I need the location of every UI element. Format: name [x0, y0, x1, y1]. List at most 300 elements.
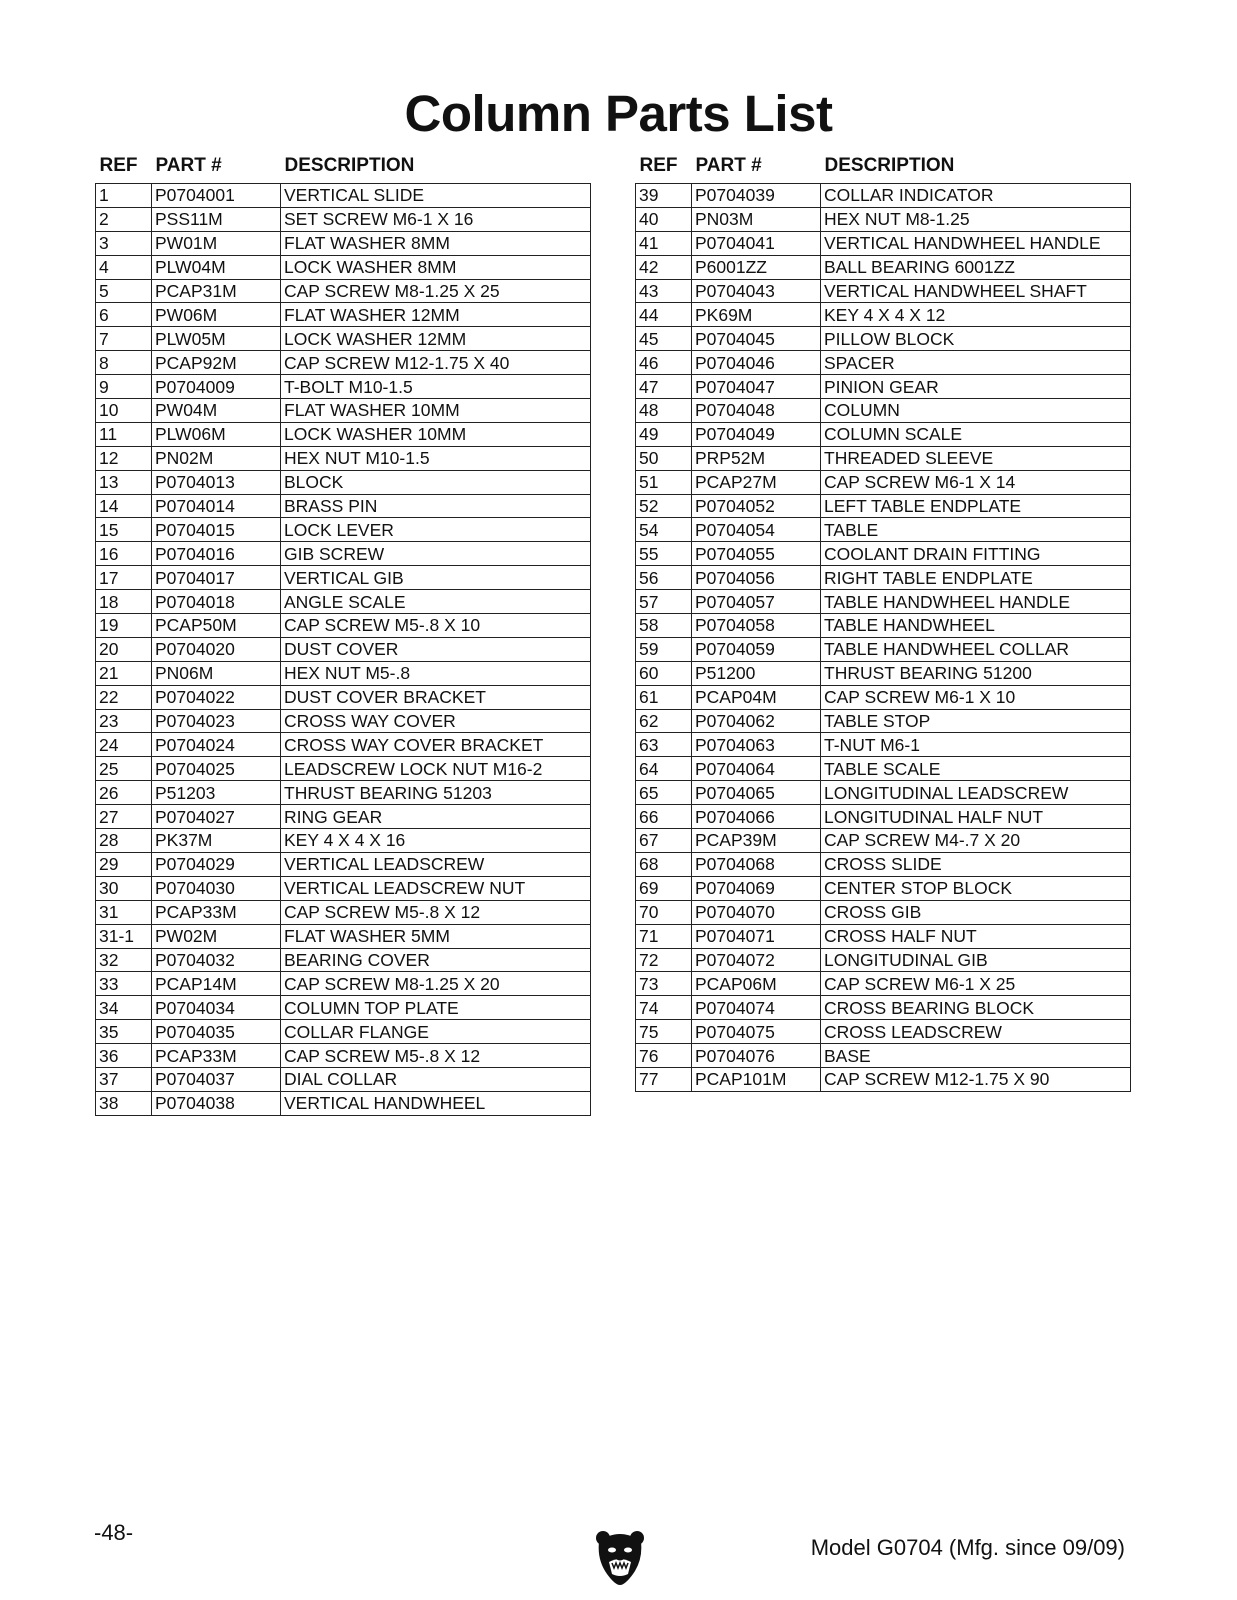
part-number-cell: P0704052 — [692, 494, 821, 518]
part-number-cell: PCAP33M — [152, 1044, 281, 1068]
ref-cell: 10 — [96, 399, 152, 423]
part-number-cell: P0704023 — [152, 709, 281, 733]
table-row — [96, 470, 591, 494]
description-cell: SET SCREW M6-1 X 16 — [281, 207, 591, 231]
ref-cell: 71 — [636, 924, 692, 948]
part-number-cell: P0704020 — [152, 637, 281, 661]
part-number-cell: P0704025 — [152, 757, 281, 781]
table-row — [636, 996, 1131, 1020]
description-cell: CAP SCREW M5-.8 X 12 — [281, 1044, 591, 1068]
part-number-cell: P0704024 — [152, 733, 281, 757]
ref-cell: 15 — [96, 518, 152, 542]
description-cell: VERTICAL HANDWHEEL SHAFT — [821, 279, 1131, 303]
ref-cell: 57 — [636, 590, 692, 614]
table-row — [96, 781, 591, 805]
part-number-cell: P0704068 — [692, 852, 821, 876]
parts-table-right — [635, 150, 1131, 1092]
description-cell: CROSS WAY COVER — [281, 709, 591, 733]
ref-cell: 3 — [96, 231, 152, 255]
table-row — [96, 1020, 591, 1044]
table-row — [636, 303, 1131, 327]
part-number-cell: PK37M — [152, 829, 281, 853]
ref-cell: 58 — [636, 614, 692, 638]
table-row — [96, 876, 591, 900]
table-row — [636, 972, 1131, 996]
part-number-cell: PCAP33M — [152, 900, 281, 924]
ref-cell: 47 — [636, 375, 692, 399]
ref-cell: 77 — [636, 1067, 692, 1091]
part-number-cell: P0704055 — [692, 542, 821, 566]
description-cell: KEY 4 X 4 X 16 — [281, 829, 591, 853]
ref-cell: 24 — [96, 733, 152, 757]
description-cell: TABLE HANDWHEEL — [821, 614, 1131, 638]
description-cell: COLUMN TOP PLATE — [281, 996, 591, 1020]
ref-cell: 49 — [636, 422, 692, 446]
table-row — [96, 375, 591, 399]
ref-cell: 23 — [96, 709, 152, 733]
ref-cell: 26 — [96, 781, 152, 805]
part-number-cell: P0704063 — [692, 733, 821, 757]
part-number-cell: P0704016 — [152, 542, 281, 566]
description-cell: CAP SCREW M8-1.25 X 25 — [281, 279, 591, 303]
ref-cell: 5 — [96, 279, 152, 303]
table-row — [636, 876, 1131, 900]
part-number-cell: P0704048 — [692, 399, 821, 423]
description-cell: THRUST BEARING 51200 — [821, 661, 1131, 685]
part-number-cell: PN03M — [692, 207, 821, 231]
description-cell: CAP SCREW M12-1.75 X 90 — [821, 1067, 1131, 1091]
table-row — [96, 637, 591, 661]
description-cell: FLAT WASHER 12MM — [281, 303, 591, 327]
description-cell: FLAT WASHER 10MM — [281, 399, 591, 423]
description-cell: CROSS HALF NUT — [821, 924, 1131, 948]
table-row — [96, 542, 591, 566]
ref-cell: 38 — [96, 1091, 152, 1115]
table-row — [636, 1044, 1131, 1068]
part-number-cell: PW04M — [152, 399, 281, 423]
part-number-cell: PW02M — [152, 924, 281, 948]
description-cell: PINION GEAR — [821, 375, 1131, 399]
table-row — [636, 518, 1131, 542]
part-number-cell: P0704065 — [692, 781, 821, 805]
part-number-cell: P0704009 — [152, 375, 281, 399]
ref-cell: 6 — [96, 303, 152, 327]
ref-cell: 41 — [636, 231, 692, 255]
part-number-cell: PCAP31M — [152, 279, 281, 303]
ref-cell: 34 — [96, 996, 152, 1020]
ref-cell: 50 — [636, 446, 692, 470]
ref-cell: 43 — [636, 279, 692, 303]
table-row — [96, 757, 591, 781]
description-cell: TABLE HANDWHEEL HANDLE — [821, 590, 1131, 614]
part-number-cell: P51200 — [692, 661, 821, 685]
table-row — [96, 327, 591, 351]
ref-cell: 8 — [96, 351, 152, 375]
table-row — [636, 351, 1131, 375]
ref-cell: 32 — [96, 948, 152, 972]
description-column-header: DESCRIPTION — [824, 154, 955, 176]
table-row — [636, 184, 1131, 208]
ref-cell: 62 — [636, 709, 692, 733]
table-row — [96, 184, 591, 208]
ref-column-header: REF — [99, 154, 138, 176]
ref-cell: 11 — [96, 422, 152, 446]
table-row — [636, 852, 1131, 876]
part-number-cell: PCAP50M — [152, 614, 281, 638]
description-cell: THRUST BEARING 51203 — [281, 781, 591, 805]
part-number-cell: P0704071 — [692, 924, 821, 948]
part-number-cell: PLW04M — [152, 255, 281, 279]
table-row — [96, 805, 591, 829]
page-title: Column Parts List — [404, 85, 833, 142]
description-cell: HEX NUT M5-.8 — [281, 661, 591, 685]
part-number-cell: P0704027 — [152, 805, 281, 829]
description-cell: CAP SCREW M6-1 X 25 — [821, 972, 1131, 996]
table-row — [636, 255, 1131, 279]
table-row — [96, 494, 591, 518]
description-cell: VERTICAL LEADSCREW — [281, 852, 591, 876]
description-cell: LOCK WASHER 10MM — [281, 422, 591, 446]
table-row — [96, 1067, 591, 1091]
part-number-cell: P0704034 — [152, 996, 281, 1020]
part-number-cell: P0704064 — [692, 757, 821, 781]
ref-cell: 70 — [636, 900, 692, 924]
ref-cell: 48 — [636, 399, 692, 423]
part-number-cell: PW06M — [152, 303, 281, 327]
table-row — [96, 422, 591, 446]
part-number-cell: P0704017 — [152, 566, 281, 590]
description-cell: HEX NUT M8-1.25 — [821, 207, 1131, 231]
part-number-cell: P0704037 — [152, 1067, 281, 1091]
ref-cell: 22 — [96, 685, 152, 709]
part-number-cell: P51203 — [152, 781, 281, 805]
ref-cell: 1 — [96, 184, 152, 208]
table-row — [96, 1044, 591, 1068]
table-row — [96, 207, 591, 231]
description-column-header: DESCRIPTION — [284, 154, 415, 176]
table-row — [636, 566, 1131, 590]
part-number-cell: P0704018 — [152, 590, 281, 614]
description-cell: PILLOW BLOCK — [821, 327, 1131, 351]
description-cell: LOCK LEVER — [281, 518, 591, 542]
part-number-cell: P0704035 — [152, 1020, 281, 1044]
ref-cell: 68 — [636, 852, 692, 876]
part-number-cell: P0704032 — [152, 948, 281, 972]
table-row — [636, 327, 1131, 351]
ref-cell: 17 — [96, 566, 152, 590]
ref-cell: 39 — [636, 184, 692, 208]
table-row — [96, 518, 591, 542]
ref-cell: 4 — [96, 255, 152, 279]
table-row — [96, 948, 591, 972]
description-cell: LONGITUDINAL LEADSCREW — [821, 781, 1131, 805]
description-cell: CROSS WAY COVER BRACKET — [281, 733, 591, 757]
part-number-cell: P0704001 — [152, 184, 281, 208]
description-cell: VERTICAL SLIDE — [281, 184, 591, 208]
description-cell: VERTICAL HANDWHEEL HANDLE — [821, 231, 1131, 255]
table-row — [96, 900, 591, 924]
description-cell: DIAL COLLAR — [281, 1067, 591, 1091]
part-number-cell: P0704030 — [152, 876, 281, 900]
ref-cell: 60 — [636, 661, 692, 685]
description-cell: LOCK WASHER 8MM — [281, 255, 591, 279]
table-row — [96, 709, 591, 733]
table-row — [96, 972, 591, 996]
part-number-cell: PCAP14M — [152, 972, 281, 996]
ref-cell: 52 — [636, 494, 692, 518]
description-cell: RING GEAR — [281, 805, 591, 829]
table-row — [96, 399, 591, 423]
description-cell: TABLE — [821, 518, 1131, 542]
description-cell: CAP SCREW M5-.8 X 12 — [281, 900, 591, 924]
part-number-cell: P0704056 — [692, 566, 821, 590]
ref-cell: 61 — [636, 685, 692, 709]
parts-table-left — [95, 150, 591, 1116]
part-number-cell: P0704076 — [692, 1044, 821, 1068]
table-row — [96, 852, 591, 876]
ref-cell: 14 — [96, 494, 152, 518]
part-number-cell: P0704070 — [692, 900, 821, 924]
description-cell: COLLAR INDICATOR — [821, 184, 1131, 208]
description-cell: CAP SCREW M4-.7 X 20 — [821, 829, 1131, 853]
table-row — [636, 446, 1131, 470]
ref-cell: 40 — [636, 207, 692, 231]
part-number-cell: PLW05M — [152, 327, 281, 351]
ref-cell: 19 — [96, 614, 152, 638]
table-row — [96, 590, 591, 614]
table-row — [96, 733, 591, 757]
description-cell: T-NUT M6-1 — [821, 733, 1131, 757]
ref-cell: 12 — [96, 446, 152, 470]
part-number-cell: P0704069 — [692, 876, 821, 900]
part-number-cell: P0704047 — [692, 375, 821, 399]
ref-cell: 72 — [636, 948, 692, 972]
part-number-column-header: PART # — [695, 154, 762, 176]
table-row — [96, 303, 591, 327]
table-row — [636, 685, 1131, 709]
model-footer-text: Model G0704 (Mfg. since 09/09) — [810, 1535, 1125, 1560]
ref-cell: 42 — [636, 255, 692, 279]
bear-head-logo-icon — [595, 1530, 645, 1586]
table-row — [96, 685, 591, 709]
ref-cell: 65 — [636, 781, 692, 805]
table-row — [96, 566, 591, 590]
description-cell: VERTICAL LEADSCREW NUT — [281, 876, 591, 900]
description-cell: CROSS SLIDE — [821, 852, 1131, 876]
ref-cell: 31-1 — [96, 924, 152, 948]
table-header-row — [636, 150, 1131, 184]
ref-cell: 66 — [636, 805, 692, 829]
ref-cell: 31 — [96, 900, 152, 924]
ref-cell: 59 — [636, 637, 692, 661]
table-row — [636, 1020, 1131, 1044]
table-row — [96, 231, 591, 255]
table-row — [636, 661, 1131, 685]
description-cell: CAP SCREW M5-.8 X 10 — [281, 614, 591, 638]
description-cell: DUST COVER — [281, 637, 591, 661]
part-number-cell: PCAP101M — [692, 1067, 821, 1091]
description-cell: BASE — [821, 1044, 1131, 1068]
description-cell: BALL BEARING 6001ZZ — [821, 255, 1131, 279]
table-row — [636, 1067, 1131, 1091]
part-number-cell: P0704029 — [152, 852, 281, 876]
table-row — [636, 805, 1131, 829]
ref-cell: 2 — [96, 207, 152, 231]
part-number-cell: PCAP06M — [692, 972, 821, 996]
part-number-cell: PCAP92M — [152, 351, 281, 375]
part-number-cell: P0704072 — [692, 948, 821, 972]
part-number-cell: P0704074 — [692, 996, 821, 1020]
ref-cell: 16 — [96, 542, 152, 566]
ref-cell: 46 — [636, 351, 692, 375]
ref-cell: 74 — [636, 996, 692, 1020]
ref-cell: 35 — [96, 1020, 152, 1044]
table-row — [96, 661, 591, 685]
part-number-cell: P0704066 — [692, 805, 821, 829]
ref-column-header: REF — [639, 154, 678, 176]
part-number-cell: PSS11M — [152, 207, 281, 231]
description-cell: LEFT TABLE ENDPLATE — [821, 494, 1131, 518]
part-number-cell: P0704014 — [152, 494, 281, 518]
part-number-cell: PCAP27M — [692, 470, 821, 494]
table-row — [636, 542, 1131, 566]
part-number-cell: P0704039 — [692, 184, 821, 208]
part-number-cell: PRP52M — [692, 446, 821, 470]
description-cell: KEY 4 X 4 X 12 — [821, 303, 1131, 327]
ref-cell: 25 — [96, 757, 152, 781]
description-cell: LONGITUDINAL GIB — [821, 948, 1131, 972]
table-row — [636, 900, 1131, 924]
table-row — [636, 781, 1131, 805]
ref-cell: 63 — [636, 733, 692, 757]
description-cell: THREADED SLEEVE — [821, 446, 1131, 470]
table-row — [636, 757, 1131, 781]
table-row — [636, 470, 1131, 494]
ref-cell: 9 — [96, 375, 152, 399]
description-cell: SPACER — [821, 351, 1131, 375]
description-cell: RIGHT TABLE ENDPLATE — [821, 566, 1131, 590]
description-cell: ANGLE SCALE — [281, 590, 591, 614]
part-number-cell: P0704049 — [692, 422, 821, 446]
table-row — [636, 422, 1131, 446]
description-cell: LEADSCREW LOCK NUT M16-2 — [281, 757, 591, 781]
part-number-cell: PW01M — [152, 231, 281, 255]
ref-cell: 67 — [636, 829, 692, 853]
table-row — [636, 494, 1131, 518]
table-row — [96, 255, 591, 279]
part-number-cell: PCAP04M — [692, 685, 821, 709]
ref-cell: 13 — [96, 470, 152, 494]
description-cell: CAP SCREW M8-1.25 X 20 — [281, 972, 591, 996]
ref-cell: 7 — [96, 327, 152, 351]
description-cell: FLAT WASHER 5MM — [281, 924, 591, 948]
part-number-cell: P0704041 — [692, 231, 821, 255]
description-cell: COLUMN — [821, 399, 1131, 423]
table-row — [96, 279, 591, 303]
part-number-cell: P0704038 — [152, 1091, 281, 1115]
ref-cell: 51 — [636, 470, 692, 494]
description-cell: HEX NUT M10-1.5 — [281, 446, 591, 470]
part-number-cell: PN02M — [152, 446, 281, 470]
table-row — [636, 590, 1131, 614]
description-cell: CENTER STOP BLOCK — [821, 876, 1131, 900]
table-row — [96, 829, 591, 853]
parts-table-left-body — [96, 184, 591, 1116]
ref-cell: 76 — [636, 1044, 692, 1068]
description-cell: BEARING COVER — [281, 948, 591, 972]
table-row — [636, 375, 1131, 399]
description-cell: BRASS PIN — [281, 494, 591, 518]
description-cell: LOCK WASHER 12MM — [281, 327, 591, 351]
page-number: -48- — [94, 1520, 134, 1545]
ref-cell: 33 — [96, 972, 152, 996]
part-number-cell: P0704075 — [692, 1020, 821, 1044]
ref-cell: 56 — [636, 566, 692, 590]
part-number-cell: P0704046 — [692, 351, 821, 375]
description-cell: DUST COVER BRACKET — [281, 685, 591, 709]
description-cell: FLAT WASHER 8MM — [281, 231, 591, 255]
part-number-cell: P0704045 — [692, 327, 821, 351]
ref-cell: 21 — [96, 661, 152, 685]
part-number-cell: P0704013 — [152, 470, 281, 494]
table-row — [636, 614, 1131, 638]
description-cell: VERTICAL HANDWHEEL — [281, 1091, 591, 1115]
table-row — [636, 829, 1131, 853]
description-cell: CAP SCREW M12-1.75 X 40 — [281, 351, 591, 375]
part-number-cell: PCAP39M — [692, 829, 821, 853]
ref-cell: 36 — [96, 1044, 152, 1068]
part-number-cell: PK69M — [692, 303, 821, 327]
description-cell: CROSS BEARING BLOCK — [821, 996, 1131, 1020]
part-number-cell: P0704022 — [152, 685, 281, 709]
ref-cell: 69 — [636, 876, 692, 900]
table-row — [636, 279, 1131, 303]
ref-cell: 37 — [96, 1067, 152, 1091]
table-row — [636, 399, 1131, 423]
description-cell: CROSS LEADSCREW — [821, 1020, 1131, 1044]
description-cell: T-BOLT M10-1.5 — [281, 375, 591, 399]
part-number-cell: P0704015 — [152, 518, 281, 542]
ref-cell: 55 — [636, 542, 692, 566]
ref-cell: 20 — [96, 637, 152, 661]
part-number-cell: P0704054 — [692, 518, 821, 542]
table-row — [636, 733, 1131, 757]
description-cell: CROSS GIB — [821, 900, 1131, 924]
part-number-cell: P0704059 — [692, 637, 821, 661]
table-row — [636, 948, 1131, 972]
part-number-cell: P6001ZZ — [692, 255, 821, 279]
ref-cell: 73 — [636, 972, 692, 996]
parts-table-right-body — [636, 184, 1131, 1092]
table-row — [96, 446, 591, 470]
description-cell: TABLE HANDWHEEL COLLAR — [821, 637, 1131, 661]
description-cell: TABLE STOP — [821, 709, 1131, 733]
ref-cell: 18 — [96, 590, 152, 614]
ref-cell: 28 — [96, 829, 152, 853]
part-number-column-header: PART # — [155, 154, 222, 176]
table-header-row — [96, 150, 591, 184]
ref-cell: 29 — [96, 852, 152, 876]
ref-cell: 27 — [96, 805, 152, 829]
table-row — [636, 207, 1131, 231]
part-number-cell: P0704043 — [692, 279, 821, 303]
ref-cell: 30 — [96, 876, 152, 900]
description-cell: GIB SCREW — [281, 542, 591, 566]
description-cell: BLOCK — [281, 470, 591, 494]
part-number-cell: PN06M — [152, 661, 281, 685]
description-cell: COLLAR FLANGE — [281, 1020, 591, 1044]
part-number-cell: P0704062 — [692, 709, 821, 733]
